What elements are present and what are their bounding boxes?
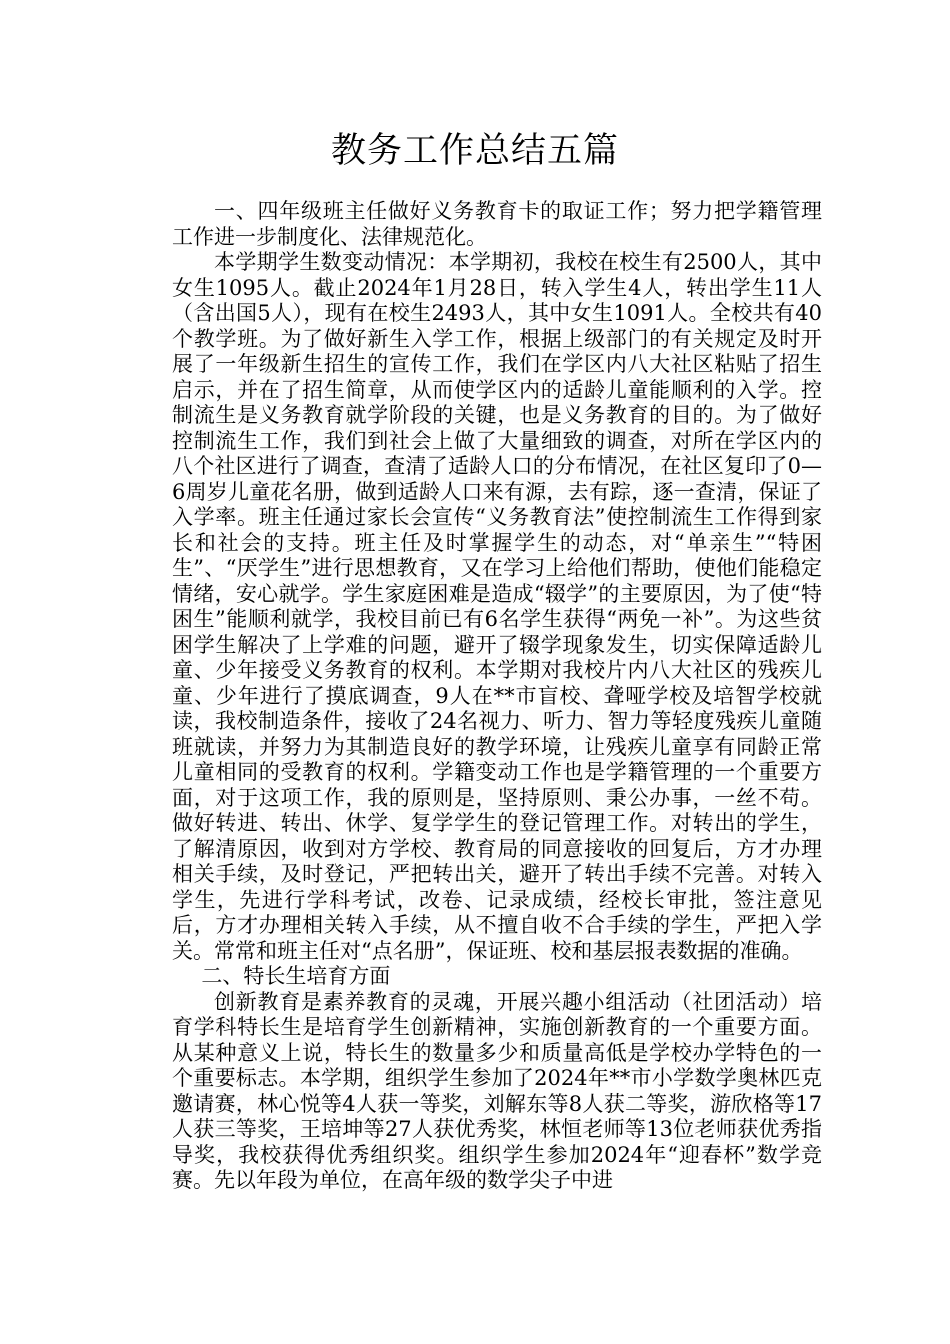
paragraph-student-enrollment: 本学期学生数变动情况：本学期初，我校在校生有2500人，其中女生1095人。截止2024年1月28日，转入学生4人，转出学生11人（含出国5人），现有在校生2493人，其中女生1091人。全校共有40个教学班。为了做好新生入学工作，根据上级部门的有关规定及时开展了一年级新生招生的宣传工作，我们在学区内八大社区粘贴了招生启示，并在了招生简章，从而使学区内的适龄儿童能顺利的入学。控制流生是义务教育就学阶段的关键，也是义务教育的目的。为了做好控制流生工作，我们到社会上做了大量细致的调查，对所在学区内的八个社区进行了调查，查清了适龄人口的分布情况，在社区复印了0—6周岁儿童花名册，做到适龄人口来有源，去有踪，逐一查清，保证了入学率。班主任通过家长会宣传“义务教育法”使控制流生工作得到家长和社会的支持。班主任及时掌握学生的动态，对“单亲生”“特困生”、“厌学生”进行思想教育，又在学习上给他们帮助，使他们能稳定情绪，安心就学。学生家庭困难是造成“辍学”的主要原因，为了使“特困生”能顺利就学，我校目前已有6名学生获得“两免一补”。为这些贫困学生解决了上学难的问题，避开了辍学现象发生，切实保障适龄儿童、少年接受义务教育的权利。本学期对我校片内八大社区的残疾儿童、少年进行了摸底调查，9人在**市盲校、聋哑学校及培智学校就读，我校制造条件，接收了24名视力、听力、智力等轻度残疾儿童随班就读，并努力为其制造良好的教学环境，让残疾儿童享有同龄正常儿童相同的受教育的权利。学籍变动工作也是学籍管理的一个重要方面，对于这项工作，我的原则是，坚持原则、秉公办事，一丝不苟。做好转进、转出、休学、复学学生的登记管理工作。对转出的学生，了解清原因，收到对方学校、教育局的同意接收的回复后，方才办理相关手续，及时登记，严把转出关，避开了转出手续不完善。对转入学生，先进行学科考试，改卷、记录成绩，经校长审批，签注意见后，方才办理相关转入手续，从不擅自收不合手续的学生，严把入学关。常常和班主任对“点名册”，保证班、校和基层报表数据的准确。 [172,250,822,963]
paragraph-gifted-students: 创新教育是素养教育的灵魂，开展兴趣小组活动（社团活动）培育学科特长生是培育学生创新精神，实施创新教育的一个重要方面。从某种意义上说，特长生的数量多少和质量高低是学校办学特色的一个重要标志。本学期，组织学生参加了2024年**市小学数学奥林匹克邀请赛，林心悦等4人获一等奖，刘解东等8人获二等奖，游欣格等17人获三等奖，王培坤等27人获优秀奖，林恒老师等13位老师获优秀指导奖，我校获得优秀组织奖。组织学生参加2024年“迎春杯”数学竞赛。先以年段为单位，在高年级的数学尖子中进 [172,989,822,1192]
paragraph-section-one-heading: 一、四年级班主任做好义务教育卡的取证工作；努力把学籍管理工作进一步制度化、法律规范化。 [172,199,822,249]
document-title: 教务工作总结五篇 [330,131,619,171]
paragraph-section-two-heading: 二、特长生培育方面 [201,964,391,988]
document-body [172,199,822,1194]
